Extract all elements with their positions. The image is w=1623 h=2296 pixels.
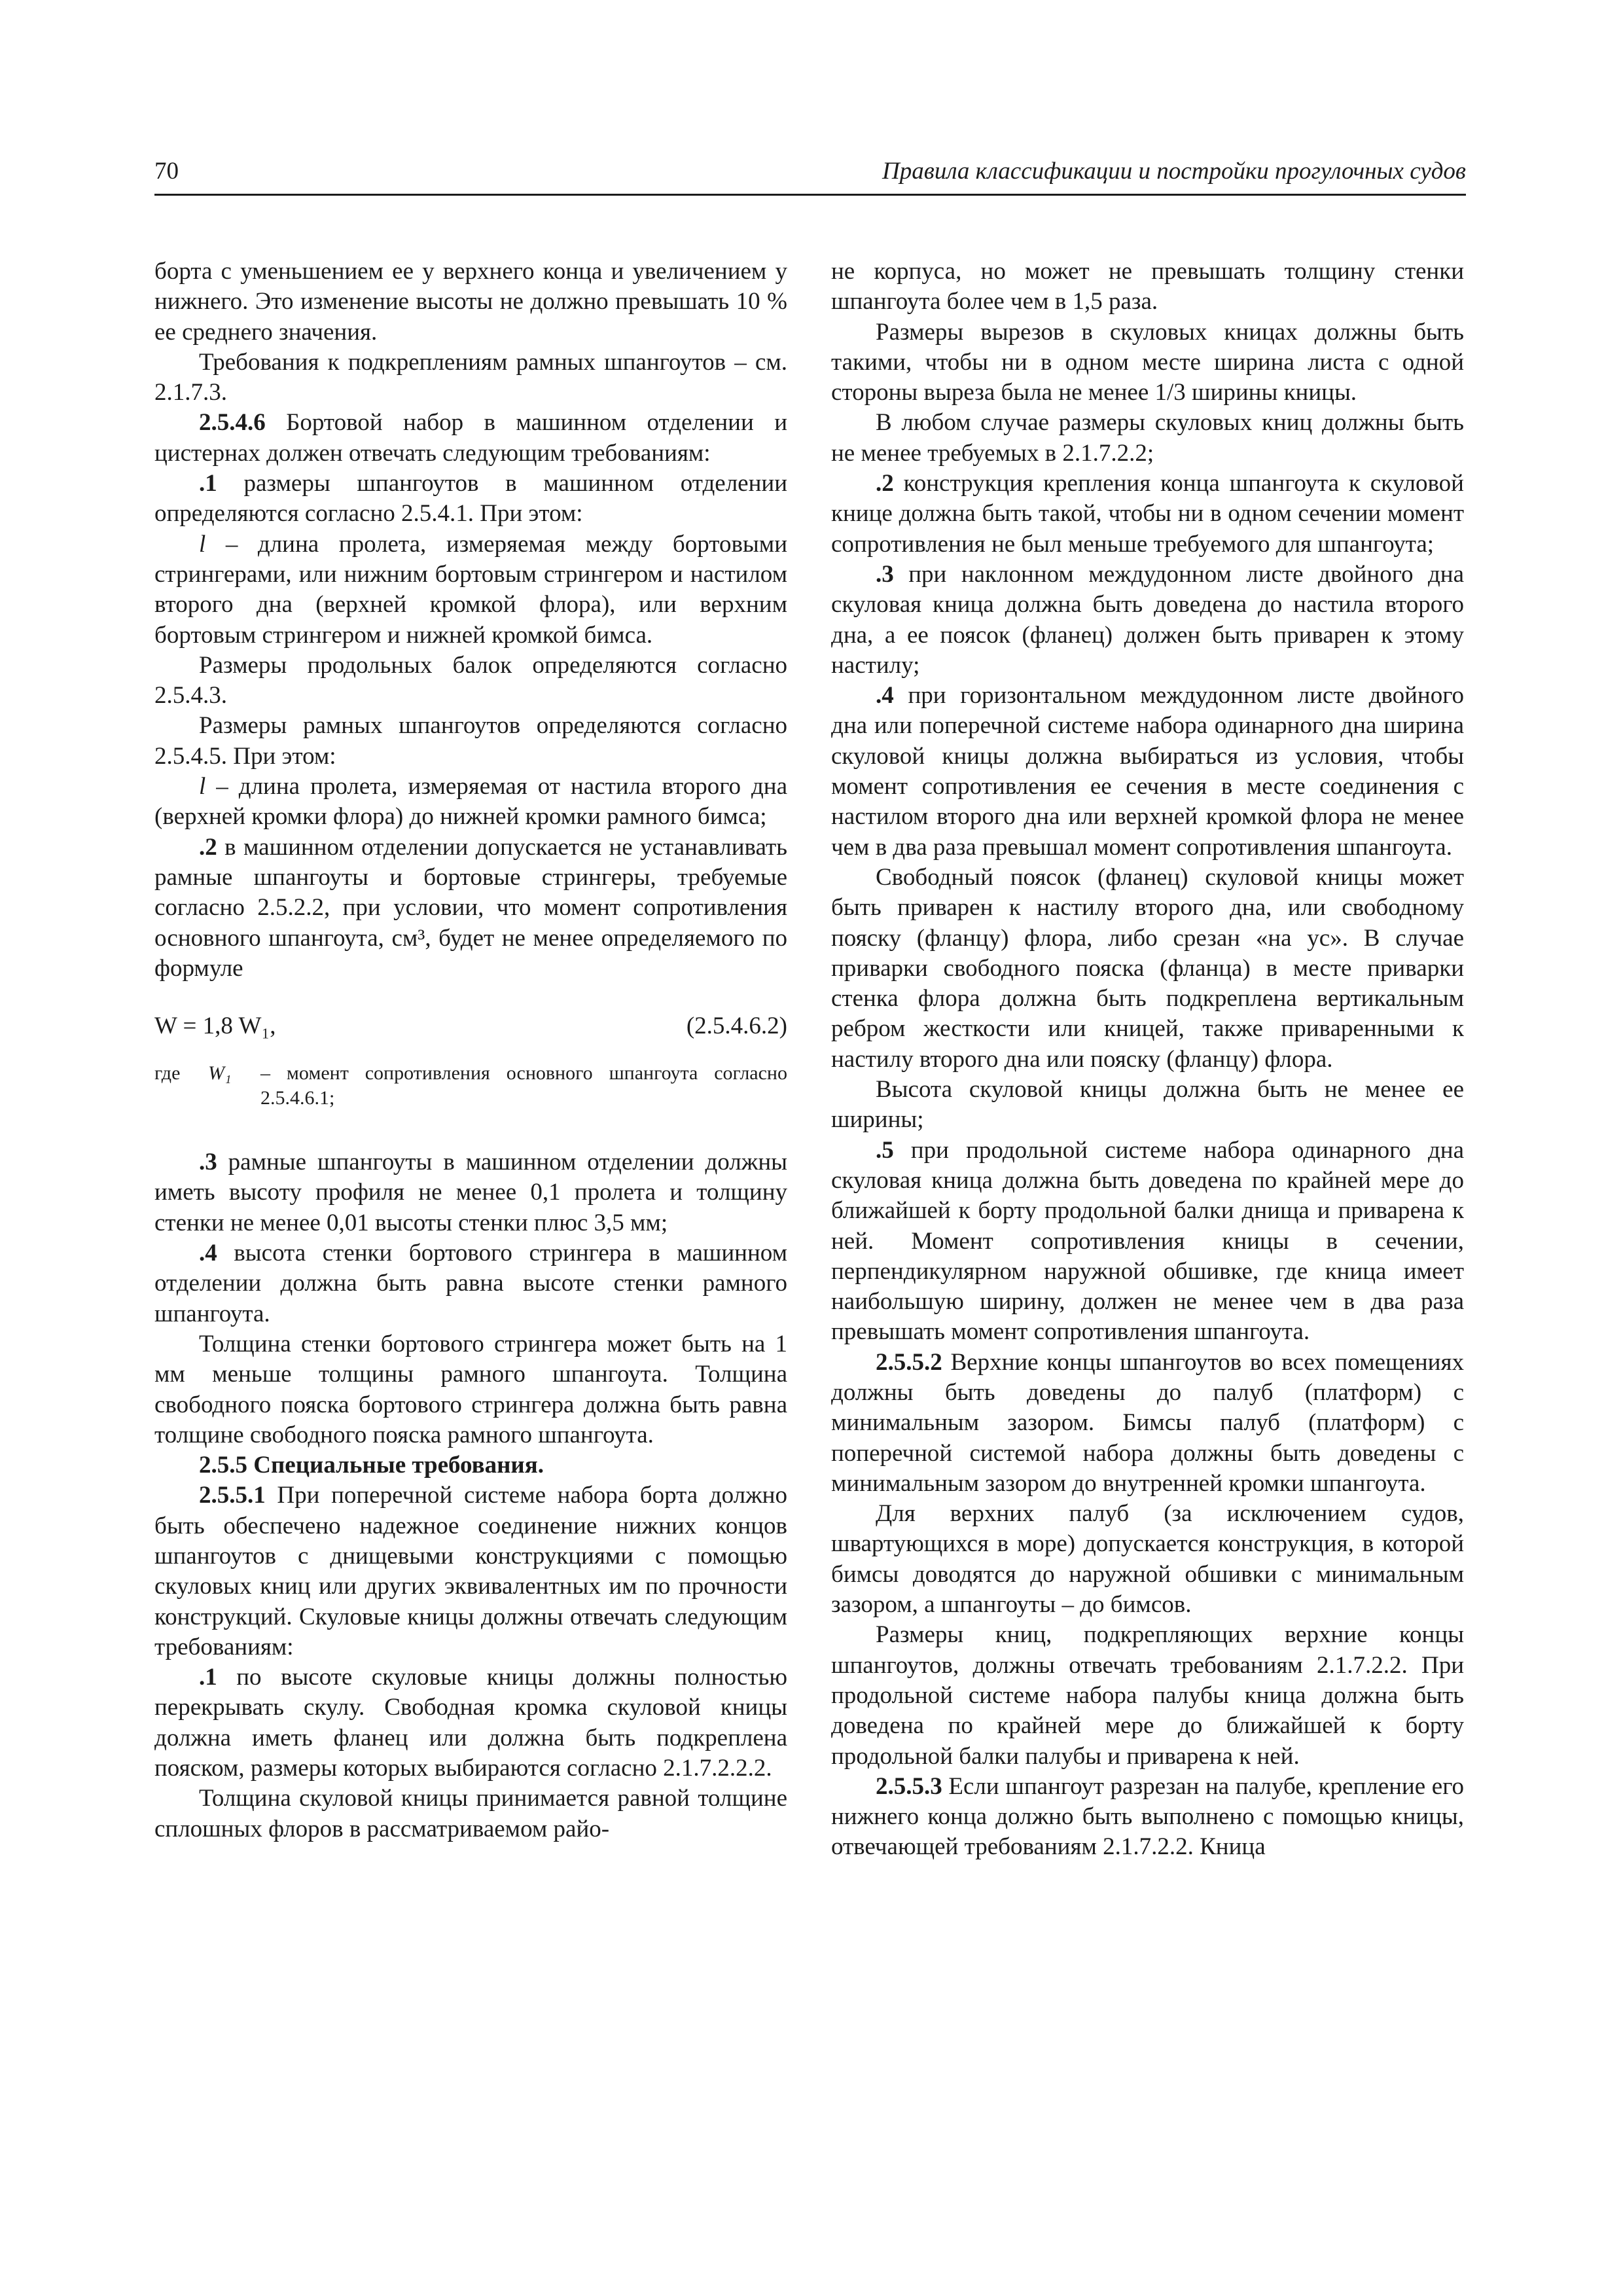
item-text: высота стенки бортового стрингера в машинном отделении должна быть равна высоте стенки рамного шпангоута. — [154, 1240, 787, 1327]
formula — [154, 1011, 787, 1050]
formula-legend — [154, 1061, 787, 1111]
item-number: .1 — [199, 1664, 217, 1691]
clause-2-5-5-1 — [154, 1480, 787, 1662]
section-heading — [154, 1450, 787, 1480]
left-column — [154, 257, 787, 1844]
paragraph: Толщина скуловой кницы принимается равной толщине сплошных флоров в рассматриваемом райо- — [154, 1785, 787, 1842]
item-number: .2 — [876, 470, 894, 497]
clause-number: 2.5.5.1 — [199, 1482, 266, 1509]
definition — [154, 772, 787, 833]
paragraph: Высота скуловой кницы должна быть не менее ее ширины; — [831, 1076, 1464, 1134]
paragraph: Размеры книц, подкрепляющих верхние концы шпангоутов, должны отвечать требованиям 2.1.7.2.2. При продольной системе набора палубы кница должна быть доведена по крайней мере до ближайшей к борту продольной балки палубы и приварена к ней. — [831, 1621, 1464, 1770]
item-number: .1 — [199, 470, 217, 497]
list-item — [831, 469, 1464, 560]
paragraph: Толщина стенки бортового стрингера может быть на 1 мм меньше толщины рамного шпангоута. Толщина свободного пояска бортового стрингера должна быть равна толщине свободного пояска рамного шпангоута. — [154, 1330, 787, 1448]
item-text: по высоте скуловые кницы должны полностью перекрывать скулу. Свободная кромка скуловой кницы должна иметь фланец или должна быть подкреплена пояском, размеры которых выбираются согласно 2.1.7.2.2.2. — [154, 1664, 787, 1782]
item-text: рамные шпангоуты в машинном отделении должны иметь высоту профиля не менее 0,1 пролета и толщину стенки не менее 0,01 высоты стенки плюс 3,5 мм; — [154, 1149, 787, 1236]
clause-text: Если шпангоут разрезан на палубе, крепление его нижнего конца должно быть выполнено с помощью кницы, отвечающей требованиям 2.1.7.2.2. Кница — [831, 1772, 1464, 1861]
clause-text: Верхние концы шпангоутов во всех помещениях должны быть доведены до палуб (платформ) с минимальным зазором. Бимсы палуб (платформ) с поперечной системой набора должны быть доведены с минимальным зазором до внутренней кромки шпангоута. — [831, 1348, 1464, 1497]
definition — [154, 529, 787, 651]
clause-text: Бортовой набор в машинном отделении и цистернах должен отвечать следующим требованиям: — [154, 409, 787, 467]
paragraph: борта с уменьшением ее у верхнего конца и увеличением у нижнего. Это изменение высоты не должно превышать 10 % ее среднего значения. — [154, 258, 787, 346]
item-number: .5 — [876, 1136, 894, 1164]
list-item — [831, 681, 1464, 863]
heading-text: 2.5.5 Специальные требования. — [199, 1452, 544, 1479]
item-text: при наклонном междудонном листе двойного дна скуловая кница должна быть доведена до настила второго дна, а ее поясок (фланец) должен быть приварен к этому настилу; — [831, 560, 1464, 679]
definition-text: – длина пролета, измеряемая между бортовыми стрингерами, или нижним бортовым стрингером и настилом второго дна (верхней кромкой флора), или верхним бортовым стрингером и нижней кромкой бимса. — [154, 530, 787, 649]
list-item — [154, 1662, 787, 1784]
clause-number: 2.5.4.6 — [199, 409, 266, 437]
page-number: 70 — [154, 158, 179, 185]
clause-2-5-5-3 — [831, 1772, 1464, 1863]
item-number: .2 — [199, 833, 217, 861]
where-symbol: W₁ — [208, 1062, 232, 1085]
paragraph: Размеры вырезов в скуловых кницах должны быть такими, чтобы ни в одном месте ширина листа с одной стороны выреза была не менее 1/3 ширины кницы. — [831, 318, 1464, 406]
clause-2-5-4-6 — [154, 408, 787, 469]
paragraph: Требования к подкреплениям рамных шпангоутов – см. 2.1.7.3. — [154, 348, 787, 406]
item-number: .3 — [876, 560, 894, 588]
right-column — [831, 257, 1464, 1863]
paragraph: Для верхних палуб (за исключением судов, швартующихся в море) допускается конструкция, в которой бимсы доводятся до наружной обшивки с минимальным зазором, а шпангоуты – до бимсов. — [831, 1500, 1464, 1619]
item-number: .4 — [199, 1240, 217, 1267]
clause-text: При поперечной системе набора борта должно быть обеспечено надежное соединение нижних концов шпангоутов с днищевыми конструкциями с помощью скуловых книц или других эквивалентных им по прочности конструкций. Скуловые кницы должны отвечать следующим требованиям: — [154, 1482, 787, 1660]
item-text: конструкция крепления конца шпангоута к скуловой книце должна быть такой, чтобы ни в одном сечении момент сопротивления не был меньше требуемого для шпангоута; — [831, 470, 1464, 558]
page-header — [154, 157, 1466, 196]
paragraph: Размеры рамных шпангоутов определяются согласно 2.5.4.5. При этом: — [154, 712, 787, 770]
symbol: l — [199, 773, 206, 800]
item-text: размеры шпангоутов в машинном отделении определяются согласно 2.5.4.1. При этом: — [154, 470, 787, 528]
paragraph: Свободный поясок (фланец) скуловой кницы может быть приварен к настилу второго дна, или свободному пояску (фланцу) флора, либо срезан «на ус». В случае приварки свободного пояска (фланца) в месте приварки стенка флора должна быть подкреплена вертикальным ребром жесткости или кницей, также приваренными к настилу второго дна или пояску (фланцу) флора. — [831, 863, 1464, 1073]
list-item — [154, 1147, 787, 1238]
list-item — [154, 1238, 787, 1329]
clause-number: 2.5.5.2 — [876, 1348, 942, 1376]
item-text: в машинном отделении допускается не устанавливать рамные шпангоуты и бортовые стрингеры, требуемые согласно 2.5.2.2, при условии, что момент сопротивления основного шпангоута, см³, будет не менее определяемого по формуле — [154, 833, 787, 982]
symbol: l — [199, 530, 206, 558]
where-text: – момент сопротивления основного шпангоута согласно 2.5.4.6.1; — [260, 1062, 787, 1109]
list-item — [154, 469, 787, 529]
paragraph: не корпуса, но может не превышать толщину стенки шпангоута более чем в 1,5 раза. — [831, 258, 1464, 315]
where-word: где — [154, 1062, 181, 1085]
paragraph: В любом случае размеры скуловых книц должны быть не менее требуемых в 2.1.7.2.2; — [831, 409, 1464, 467]
item-text: при горизонтальном междудонном листе двойного дна или поперечной системе набора одинарного дна ширина скуловой кницы должна выбираться из условия, чтобы момент сопротивления ее сечения в месте соединения с настилом второго дна или верхней кромкой флора не менее чем в два раза превышал момент сопротивления шпангоута. — [831, 682, 1464, 861]
item-number: .3 — [199, 1149, 217, 1176]
paragraph: Размеры продольных балок определяются согласно 2.5.4.3. — [154, 651, 787, 709]
item-number: .4 — [876, 682, 894, 709]
definition-text: – длина пролета, измеряемая от настила второго дна (верхней кромки флора) до нижней кромки рамного бимса; — [154, 773, 787, 831]
header-rule — [154, 194, 1466, 196]
list-item — [154, 833, 787, 984]
list-item — [831, 1136, 1464, 1348]
formula-expression: W = 1,8 W₁, — [154, 1013, 276, 1040]
list-item — [831, 560, 1464, 681]
formula-number: (2.5.4.6.2) — [686, 1013, 787, 1040]
item-text: при продольной системе набора одинарного дна скуловая кница должна быть доведена по крайней мере до ближайшей к борту продольной балки днища и приварена к ней. Момент сопротивления кницы в сечении, перпендикулярном наружной обшивке, где кница имеет наибольшую ширину, должен не менее чем в два раза превышать момент сопротивления шпангоута. — [831, 1136, 1464, 1346]
running-title: Правила классификации и постройки прогулочных судов — [882, 158, 1466, 185]
clause-number: 2.5.5.3 — [876, 1772, 942, 1800]
clause-2-5-5-2 — [831, 1348, 1464, 1499]
